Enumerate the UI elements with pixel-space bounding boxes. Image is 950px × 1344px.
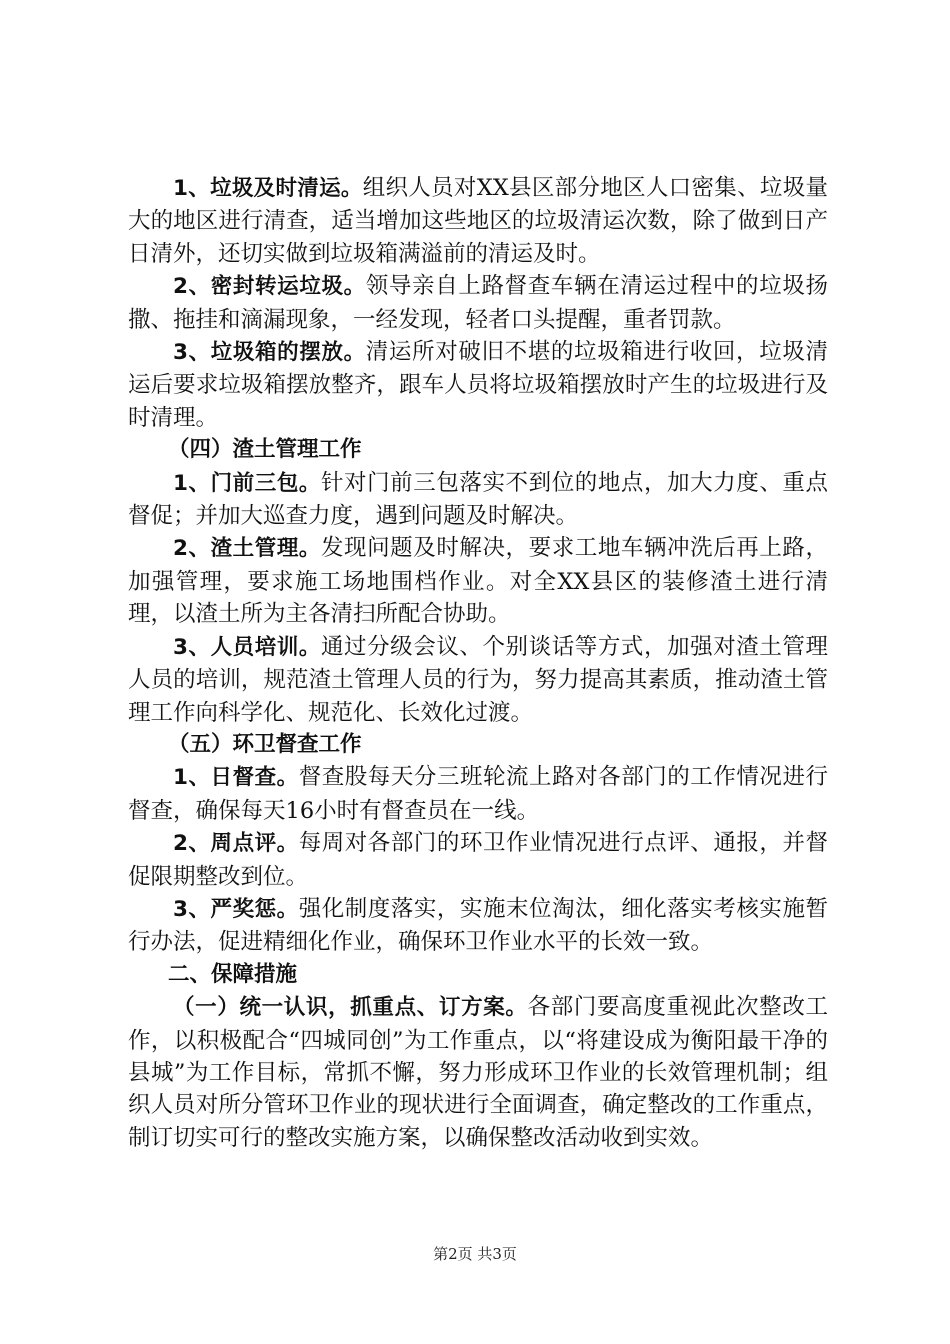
- paragraph-lead: 3、垃圾箱的摆放。: [173, 340, 366, 366]
- paragraph-text: 组织人员对XX县区部分地区人口密集、垃圾量大的地区进行清查，适当增加这些地区的垃圾清运次数，除了做到日产日清外，还切实做到垃圾箱满溢前的清运及时。: [128, 175, 828, 267]
- paragraph-lead: 1、门前三包。: [173, 470, 321, 496]
- paragraph-text: 每周对各部门的环卫作业情况进行点评、通报，并督促限期整改到位。: [128, 830, 828, 890]
- paragraph-text: 督查股每天分三班轮流上路对各部门的工作情况进行督查，确保每天16小时有督查员在一线。: [128, 764, 828, 824]
- paragraph-text: 强化制度落实，实施末位淘汰，细化落实考核实施暂行办法，促进精细化作业，确保环卫作业水平的长效一致。: [128, 895, 828, 956]
- paragraph-text: 针对门前三包落实不到位的地点，加大力度、重点督促；并加大巡查力度，遇到问题及时解决。: [128, 469, 828, 530]
- paragraph-text: 发现问题及时解决，要求工地车辆冲洗后再上路，加强管理，要求施工场地围档作业。对全XX县区的装修渣土进行清理，以渣土所为主各清扫所配合协助。: [128, 535, 828, 628]
- paragraph-lead: 3、严奖惩。: [173, 896, 299, 922]
- paragraph-text: 领导亲自上路督查车辆在清运过程中的垃圾扬撒、拖挂和滴漏现象，一经发现，轻者口头提醒，重者罚款。: [128, 273, 828, 333]
- section-heading: （四）渣土管理工作: [168, 437, 362, 463]
- paragraph-lead: 2、密封转运垃圾。: [173, 274, 366, 300]
- paragraph-lead: 2、渣土管理。: [173, 536, 321, 562]
- paragraph: [128, 172, 828, 270]
- paragraph: [128, 467, 828, 533]
- paragraph-lead: 3、人员培训。: [173, 634, 321, 660]
- paragraph-lead: 1、垃圾及时清运。: [173, 176, 363, 201]
- section-heading: （五）环卫督查工作: [168, 731, 362, 757]
- paragraph: [128, 761, 828, 827]
- paragraph: [128, 336, 828, 434]
- document-body: [128, 172, 828, 1154]
- paragraph: [128, 270, 828, 336]
- paragraph: [128, 631, 828, 729]
- paragraph-text: 清运所对破旧不堪的垃圾箱进行收回，垃圾清运后要求垃圾箱摆放整齐，跟车人员将垃圾箱摆放时产生的垃圾进行及时清理。: [128, 339, 828, 431]
- paragraph-lead: 2、周点评。: [173, 831, 299, 857]
- page-footer: 第2页 共3页: [433, 1245, 517, 1263]
- section-heading: 二、保障措施: [168, 961, 298, 987]
- paragraph: [128, 827, 828, 893]
- paragraph: [128, 893, 828, 959]
- paragraph-text: 各部门要高度重视此次整改工作，以积极配合“四城同创”为工作重点，以“将建设成为衡阳最干净的县城”为工作目标，常抓不懈，努力形成环卫作业的长效管理机制；组织人员对所分管环卫作业的现状进行全面调查，确定整改的工作重点，制订切实可行的整改实施方案，以确保整改活动收到实效。: [128, 994, 828, 1151]
- paragraph-lead: 1、日督查。: [173, 765, 299, 791]
- paragraph-lead: （一）统一认识，抓重点、订方案。: [173, 995, 528, 1021]
- paragraph-text: 通过分级会议、个别谈话等方式，加强对渣土管理人员的培训，规范渣土管理人员的行为，努力提高其素质，推动渣土管理工作向科学化、规范化、长效化过渡。: [128, 633, 828, 726]
- paragraph: [128, 532, 828, 630]
- paragraph: [128, 991, 828, 1154]
